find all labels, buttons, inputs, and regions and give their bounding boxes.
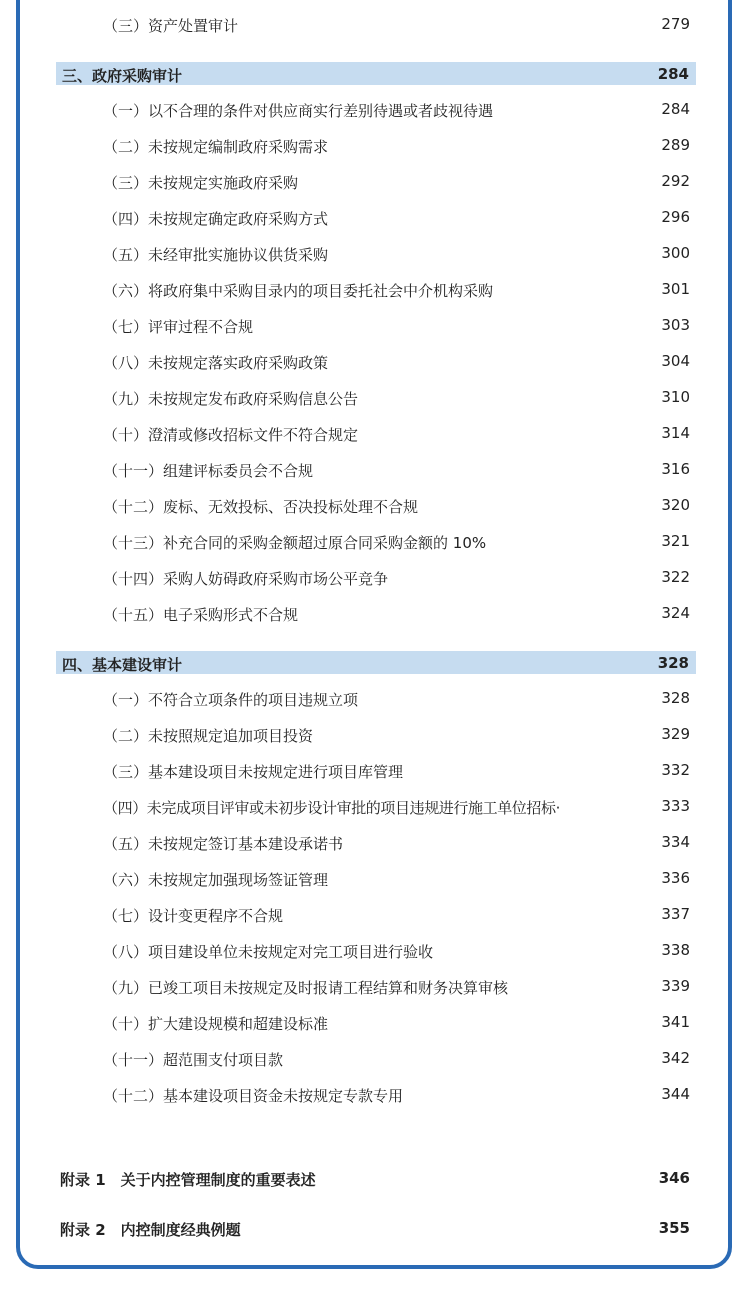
toc-entry[interactable]: [103, 97, 690, 121]
toc-entry[interactable]: [103, 421, 690, 445]
toc-entry[interactable]: [103, 205, 690, 229]
toc-entry-page: 320: [661, 496, 690, 514]
toc-entry[interactable]: [103, 529, 690, 553]
toc-entry-page: 339: [661, 977, 690, 995]
toc-entry[interactable]: [103, 385, 690, 409]
toc-entry-label: （十五）电子采购形式不合规: [103, 606, 299, 624]
toc-entry[interactable]: [103, 277, 690, 301]
toc-entry[interactable]: [103, 902, 690, 926]
toc-entry[interactable]: [103, 974, 690, 998]
toc-entry-page: 338: [661, 941, 690, 959]
toc-entry-label: （十三）补充合同的采购金额超过原合同采购金额的 10%: [103, 534, 487, 552]
toc-entry-page: 310: [661, 388, 690, 406]
toc-entry-page: 289: [661, 136, 690, 154]
toc-entry[interactable]: [103, 722, 690, 746]
toc-entry-label: （四）未按规定确定政府采购方式: [103, 210, 329, 228]
toc-entry-label: （六）将政府集中采购目录内的项目委托社会中介机构采购: [103, 282, 494, 300]
section-page: 328: [657, 654, 689, 672]
toc-entry-page: 337: [661, 905, 690, 923]
toc-entry-page: 321: [661, 532, 690, 550]
toc-entry-label: （五）未经审批实施协议供货采购: [103, 246, 329, 264]
toc-entry[interactable]: [103, 313, 690, 337]
toc-entry[interactable]: [103, 938, 690, 962]
toc-entry-label: （十）扩大建设规模和超建设标准: [103, 1015, 329, 1033]
toc-entry-page: 316: [661, 460, 690, 478]
toc-entry[interactable]: [103, 457, 690, 481]
toc-entry-label: （四）未完成项目评审或未初步设计审批的项目违规进行施工单位招标·: [103, 799, 560, 817]
toc-entry[interactable]: [103, 1082, 690, 1106]
toc-entry-label: （三）资产处置审计: [103, 17, 239, 35]
toc-entry[interactable]: [103, 866, 690, 890]
toc-entry-label: （三）未按规定实施政府采购: [103, 174, 299, 192]
toc-entry-label: （二）未按规定编制政府采购需求: [103, 138, 329, 156]
toc-entry[interactable]: [103, 758, 690, 782]
toc-entry-label: （七）评审过程不合规: [103, 318, 254, 336]
toc-entry-page: 301: [661, 280, 690, 298]
toc-entry-page: 300: [661, 244, 690, 262]
section-heading[interactable]: [56, 62, 696, 85]
toc-entry-label: （九）已竣工项目未按规定及时报请工程结算和财务决算审核: [103, 979, 509, 997]
toc-entry[interactable]: [103, 493, 690, 517]
toc-entry[interactable]: [103, 349, 690, 373]
toc-entry[interactable]: [103, 601, 690, 625]
toc-entry-label: （十二）基本建设项目资金未按规定专款专用: [103, 1087, 404, 1105]
appendix-label: 附录 2 内控制度经典例题: [60, 1221, 241, 1239]
section-page: 284: [657, 65, 689, 83]
toc-entry-page: 292: [661, 172, 690, 190]
toc-entry-page: 344: [661, 1085, 690, 1103]
toc-entry-page: 333: [661, 797, 690, 815]
appendix-entry[interactable]: [60, 1216, 690, 1240]
section-heading[interactable]: [56, 651, 696, 674]
toc-entry-label: （十二）废标、无效投标、否决投标处理不合规: [103, 498, 419, 516]
toc-entry-page: 329: [661, 725, 690, 743]
toc-entry-page: 322: [661, 568, 690, 586]
toc-entry[interactable]: [103, 241, 690, 265]
toc-entry-label: （五）未按规定签订基本建设承诺书: [103, 835, 344, 853]
toc-entry[interactable]: [103, 1010, 690, 1034]
toc-entry-page: 332: [661, 761, 690, 779]
appendix-entry[interactable]: [60, 1166, 690, 1190]
section-title: 三、政府采购审计: [62, 67, 183, 85]
section-title: 四、基本建设审计: [62, 656, 183, 674]
toc-entry-page: 328: [661, 689, 690, 707]
toc-entry[interactable]: [103, 830, 690, 854]
toc-entry-label: （八）未按规定落实政府采购政策: [103, 354, 329, 372]
toc-entry-label: （七）设计变更程序不合规: [103, 907, 284, 925]
toc-entry-page: 284: [661, 100, 690, 118]
toc-entry[interactable]: [103, 1046, 690, 1070]
toc-entry-label: （一）以不合理的条件对供应商实行差别待遇或者歧视待遇: [103, 102, 494, 120]
toc-entry-label: （八）项目建设单位未按规定对完工项目进行验收: [103, 943, 434, 961]
toc-entry-page: 296: [661, 208, 690, 226]
toc-entry-page: 334: [661, 833, 690, 851]
toc-entry[interactable]: [103, 794, 690, 818]
toc-entry-label: （二）未按照规定追加项目投资: [103, 727, 314, 745]
toc-entry[interactable]: [103, 169, 690, 193]
appendix-page: 355: [658, 1219, 690, 1237]
toc-entry-label: （十一）组建评标委员会不合规: [103, 462, 314, 480]
toc-entry-page: 341: [661, 1013, 690, 1031]
toc-entry-label: （十四）采购人妨碍政府采购市场公平竞争: [103, 570, 389, 588]
toc-entry-page: 336: [661, 869, 690, 887]
toc-entry-label: （九）未按规定发布政府采购信息公告: [103, 390, 359, 408]
toc-entry[interactable]: [103, 133, 690, 157]
toc-entry-label: （六）未按规定加强现场签证管理: [103, 871, 329, 889]
toc-entry-label: （十）澄清或修改招标文件不符合规定: [103, 426, 359, 444]
toc-entry-page: 314: [661, 424, 690, 442]
toc-entry-page: 303: [661, 316, 690, 334]
toc-entry-label: （十一）超范围支付项目款: [103, 1051, 284, 1069]
toc-entry-page: 324: [661, 604, 690, 622]
toc-entry-page: 304: [661, 352, 690, 370]
appendix-label: 附录 1 关于内控管理制度的重要表述: [60, 1171, 316, 1189]
toc-entry-page: 342: [661, 1049, 690, 1067]
toc-entry-label: （一）不符合立项条件的项目违规立项: [103, 691, 359, 709]
toc-entry-page: 279: [661, 15, 690, 33]
toc-entry[interactable]: [103, 686, 690, 710]
appendix-page: 346: [658, 1169, 690, 1187]
toc-entry-label: （三）基本建设项目未按规定进行项目库管理: [103, 763, 404, 781]
toc-entry[interactable]: [103, 565, 690, 589]
toc-entry[interactable]: [103, 12, 690, 36]
